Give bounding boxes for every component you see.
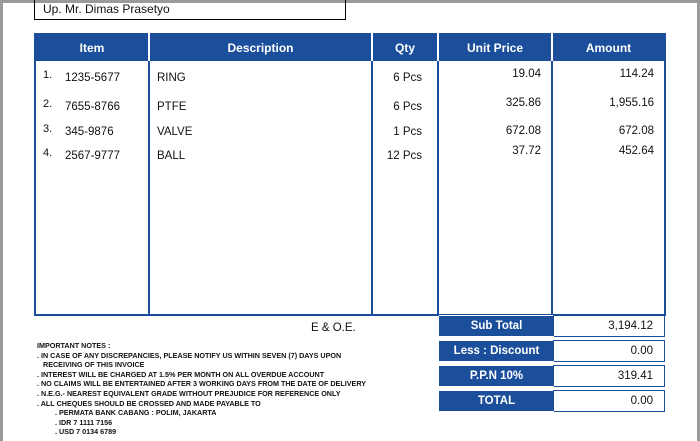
item-code: 1235-5677	[65, 72, 120, 84]
sub-total-value: 3,194.12	[554, 316, 665, 337]
unit-price-cell: 19.04	[512, 68, 541, 80]
total-label: TOTAL	[440, 391, 554, 412]
note-line: . NO CLAIMS WILL BE ENTERTAINED AFTER 3 WORKING DAYS FROM THE DATE OF DELIVERY	[37, 379, 367, 389]
totals-table	[439, 315, 665, 412]
header-item: Item	[35, 34, 149, 61]
description-cell: PTFE	[157, 101, 187, 113]
amount-cell: 114.24	[619, 68, 654, 80]
note-line: . N.E.G.- NEAREST EQUIVALENT GRADE WITHOUT PREJUDICE FOR REFERENCE ONLY	[37, 388, 341, 398]
items-body	[35, 61, 665, 315]
note-line: . IDR 7 1111 7156	[55, 417, 113, 427]
sub-total-label: Sub Total	[440, 316, 554, 337]
important-notes	[37, 341, 366, 437]
qty-cell: 6 Pcs	[393, 72, 422, 84]
header-amount: Amount	[552, 34, 665, 61]
discount-row	[440, 341, 665, 362]
description-cell: BALL	[157, 150, 186, 162]
qty-cell: 1 Pcs	[393, 126, 422, 138]
ppn-value: 319.41	[554, 366, 665, 387]
note-line: RECEIVING OF THIS INVOICE	[43, 360, 145, 370]
discount-value: 0.00	[554, 341, 665, 362]
items-header-row	[35, 34, 665, 61]
header-qty: Qty	[372, 34, 438, 61]
qty-cell: 12 Pcs	[386, 150, 422, 162]
amount-cell: 672.08	[618, 125, 654, 137]
description-cell: VALVE	[157, 126, 193, 138]
note-line: . IN CASE OF ANY DISCREPANCIES, PLEASE NOTIFY US WITHIN SEVEN (7) DAYS UPON	[37, 350, 342, 360]
item-code: 345-9876	[65, 126, 114, 138]
sub-total-row	[440, 316, 665, 337]
total-row	[440, 391, 665, 412]
ppn-row	[440, 366, 665, 387]
note-line: . ALL CHEQUES SHOULD BE CROSSED AND MADE PAYABLE TO	[37, 398, 261, 408]
notes-title: IMPORTANT NOTES :	[37, 341, 111, 350]
unit-price-column	[438, 61, 552, 315]
item-code: 2567-9777	[65, 150, 120, 162]
note-line: . INTEREST WILL BE CHARGED AT 1.5% PER MONTH ON ALL OVERDUE ACCOUNT	[37, 369, 325, 379]
attention-text: Up. Mr. Dimas Prasetyo	[43, 2, 170, 16]
header-description: Description	[149, 34, 372, 61]
row-number: 4.	[43, 147, 53, 159]
row-number: 2.	[43, 98, 53, 110]
item-code: 7655-8766	[65, 101, 120, 113]
amount-cell: 1,955.16	[609, 97, 654, 109]
ppn-label: P.P.N 10%	[440, 366, 554, 387]
row-number: 3.	[43, 123, 53, 135]
qty-cell: 6 Pcs	[393, 101, 422, 113]
unit-price-cell: 672.08	[505, 125, 541, 137]
item-column	[35, 61, 149, 315]
description-cell: RING	[157, 72, 186, 84]
qty-column	[372, 61, 438, 315]
amount-column	[552, 61, 665, 315]
row-number: 1.	[43, 69, 53, 81]
unit-price-cell: 325.86	[505, 97, 541, 109]
description-column	[149, 61, 372, 315]
items-table	[34, 33, 666, 316]
amount-cell: 452.64	[618, 145, 654, 157]
window-frame-left	[0, 0, 3, 441]
note-line: . USD 7 0134 6789	[55, 427, 117, 437]
discount-label: Less : Discount	[440, 341, 554, 362]
total-value: 0.00	[554, 391, 665, 412]
eoe-text: E & O.E.	[311, 322, 356, 334]
note-line: . PERMATA BANK CABANG : POLIM, JAKARTA	[55, 408, 217, 418]
unit-price-cell: 37.72	[512, 145, 541, 157]
header-unit-price: Unit Price	[438, 34, 552, 61]
attention-field	[34, 0, 346, 20]
